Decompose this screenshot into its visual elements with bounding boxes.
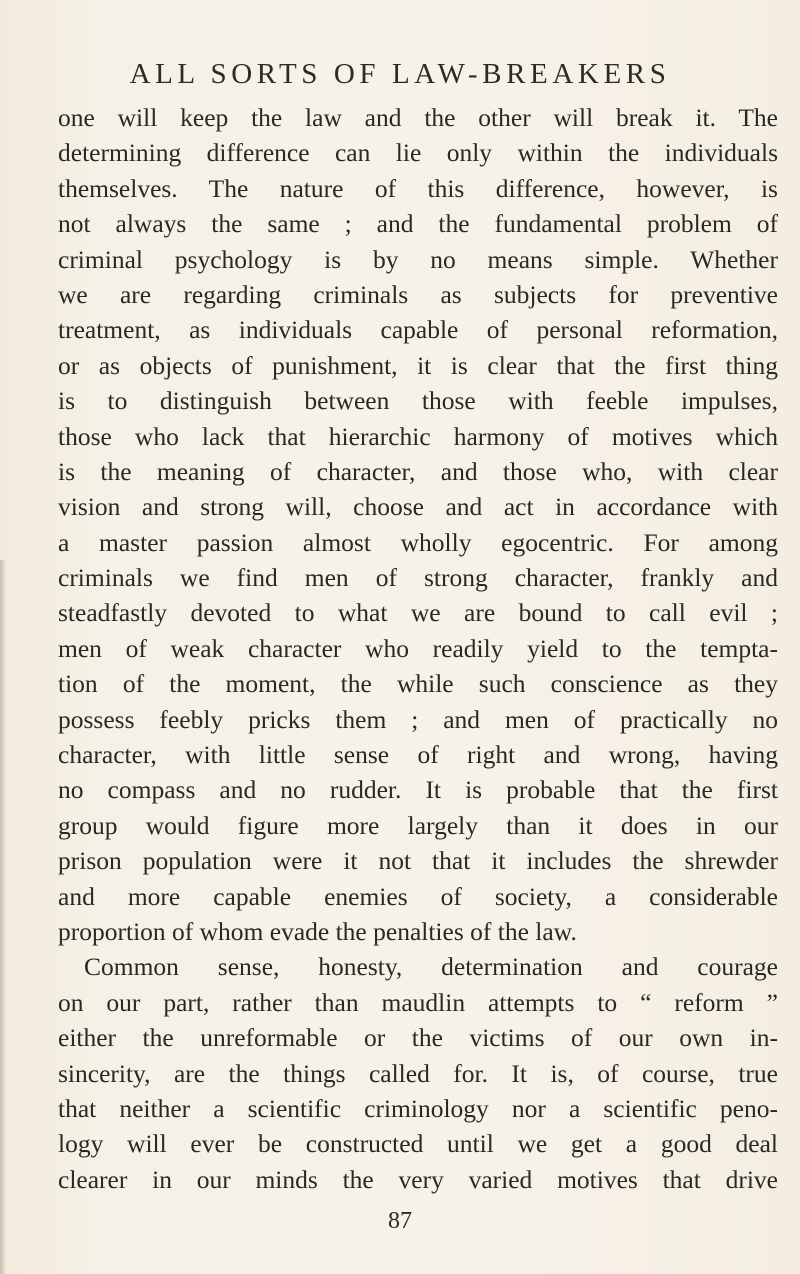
page-edge-shadow [0, 560, 6, 1274]
page-number: 87 [388, 1208, 412, 1234]
text-line: not always the same ; and the fundamental problem of [58, 209, 778, 239]
text-line: criminals we find men of strong character, frankly and [58, 563, 778, 593]
text-line: possess feebly pricks them ; and men of practically no [58, 704, 778, 734]
text-line: prison population were it not that it includes the shrewder [58, 846, 778, 876]
text-line: is to distinguish between those with feeble impulses, [58, 386, 778, 416]
text-line: logy will ever be constructed until we get a good deal [58, 1129, 778, 1159]
text-line: themselves. The nature of this difference, however, is [58, 173, 778, 203]
text-line: on our part, rather than maudlin attempts to “ reform ” [58, 987, 778, 1017]
page-body-text [58, 100, 778, 1197]
text-line: a master passion almost wholly egocentric. For among [58, 527, 778, 557]
text-line: we are regarding criminals as subjects for preventive [58, 279, 778, 309]
text-line: treatment, as individuals capable of personal reformation, [58, 315, 778, 345]
text-line: no compass and no rudder. It is probable that the first [58, 775, 778, 805]
text-line: one will keep the law and the other will break it. The [58, 103, 778, 132]
text-line: character, with little sense of right and wrong, having [58, 740, 778, 770]
text-line: clearer in our minds the very varied motives that drive [58, 1164, 778, 1194]
text-line: that neither a scientific criminology nor a scientific peno- [58, 1093, 778, 1123]
text-line: is the meaning of character, and those who, with clear [58, 456, 778, 486]
text-line: or as objects of punishment, it is clear that the first thing [58, 350, 778, 380]
text-line: proportion of whom evade the penalties of the law. [58, 916, 577, 946]
text-line: sincerity, are the things called for. It is, of course, true [58, 1058, 778, 1088]
text-line: steadfastly devoted to what we are bound to call evil ; [58, 598, 778, 628]
text-line: group would figure more largely than it does in our [58, 810, 778, 840]
text-line: men of weak character who readily yield to the tempta- [58, 633, 778, 663]
text-line: either the unreformable or the victims of our own in- [58, 1023, 778, 1053]
text-line: tion of the moment, the while such conscience as they [58, 669, 778, 699]
text-line: criminal psychology is by no means simple. Whether [58, 244, 778, 274]
text-line: vision and strong will, choose and act in accordance with [58, 492, 778, 522]
text-line: determining difference can lie only within the individuals [58, 138, 778, 168]
text-line: and more capable enemies of society, a considerable [58, 881, 778, 911]
text-line-paragraph-start: Common sense, honesty, determination and courage [84, 952, 778, 982]
text-line: those who lack that hierarchic harmony of motives which [58, 421, 778, 451]
running-header: ALL SORTS OF LAW-BREAKERS [129, 58, 671, 90]
